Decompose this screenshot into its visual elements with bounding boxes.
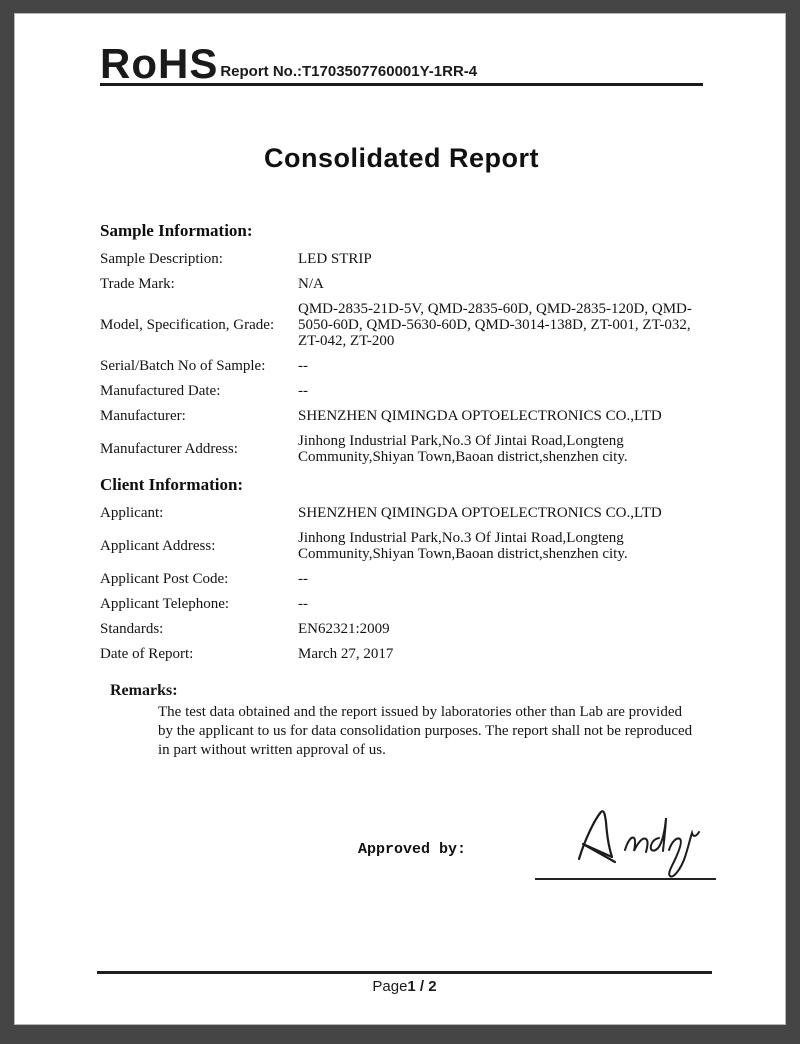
table-row xyxy=(100,596,703,612)
signature-andy xyxy=(555,793,725,888)
row-value: N/A xyxy=(298,276,324,292)
report-number: Report No.:T1703507760001Y-1RR-4 xyxy=(220,63,478,80)
sample-information-heading: Sample Information: xyxy=(100,221,253,240)
remarks-text: The test data obtained and the report issued by laboratories other than Lab are provided by the applicant to us for data consolidation purposes. The report shall not be reproduced in part without written approval of us. xyxy=(158,704,693,758)
table-row xyxy=(100,358,703,374)
row-label: Applicant Post Code: xyxy=(100,571,229,587)
row-label: Model, Specification, Grade: xyxy=(100,317,275,333)
row-label: Sample Description: xyxy=(100,251,223,267)
sample-information-table xyxy=(100,251,703,465)
table-row xyxy=(100,505,703,521)
table-row xyxy=(100,383,703,399)
row-label: Trade Mark: xyxy=(100,276,175,292)
row-label: Date of Report: xyxy=(100,646,194,662)
rohs-logo: RoHS xyxy=(100,40,219,87)
row-value: QMD-2835-21D-5V, QMD-2835-60D, QMD-2835-120D, QMD-5050-60D, QMD-5630-60D, QMD-3014-138D, ZT-001, ZT-032, ZT-042, ZT-200 xyxy=(298,301,692,349)
signature-line xyxy=(535,878,716,880)
page-indicator xyxy=(97,978,712,995)
table-row xyxy=(100,621,703,637)
footer-divider xyxy=(97,971,712,974)
table-row xyxy=(100,646,703,662)
row-value: Jinhong Industrial Park,No.3 Of Jintai Road,Longteng Community,Shiyan Town,Baoan district,shenzhen city. xyxy=(298,530,628,562)
remarks-heading: Remarks: xyxy=(110,682,178,699)
row-value: SHENZHEN QIMINGDA OPTOELECTRONICS CO.,LTD xyxy=(298,505,662,521)
row-label: Applicant Telephone: xyxy=(100,596,230,612)
page-prefix: Page xyxy=(372,978,408,995)
row-label: Manufactured Date: xyxy=(100,383,221,399)
table-row xyxy=(100,571,703,587)
row-value: Jinhong Industrial Park,No.3 Of Jintai Road,Longteng Community,Shiyan Town,Baoan district,shenzhen city. xyxy=(298,433,628,465)
client-information-heading: Client Information: xyxy=(100,475,244,494)
table-row xyxy=(100,251,703,267)
row-value: -- xyxy=(298,571,308,587)
client-information-table xyxy=(100,505,703,662)
row-value: SHENZHEN QIMINGDA OPTOELECTRONICS CO.,LTD xyxy=(298,408,662,424)
row-value: -- xyxy=(298,383,308,399)
table-row xyxy=(100,276,703,292)
table-row xyxy=(100,433,703,465)
row-value: March 27, 2017 xyxy=(298,646,394,662)
row-label: Manufacturer Address: xyxy=(100,441,238,457)
row-value: -- xyxy=(298,596,308,612)
table-row xyxy=(100,408,703,424)
report-page xyxy=(15,14,785,1024)
row-label: Standards: xyxy=(100,621,164,637)
table-row xyxy=(100,301,703,349)
row-value: LED STRIP xyxy=(298,251,372,267)
page-title: Consolidated Report xyxy=(263,143,539,173)
page-number: 1 / 2 xyxy=(407,978,437,995)
remarks-section xyxy=(100,681,703,760)
document-header xyxy=(100,40,703,87)
table-row xyxy=(100,530,703,562)
approved-by-label: Approved by: xyxy=(358,841,467,858)
row-label: Applicant Address: xyxy=(100,538,216,554)
row-label: Applicant: xyxy=(100,505,164,521)
row-value: -- xyxy=(298,358,308,374)
row-value: EN62321:2009 xyxy=(298,621,390,637)
row-label: Manufacturer: xyxy=(100,408,186,424)
row-label: Serial/Batch No of Sample: xyxy=(100,358,266,374)
